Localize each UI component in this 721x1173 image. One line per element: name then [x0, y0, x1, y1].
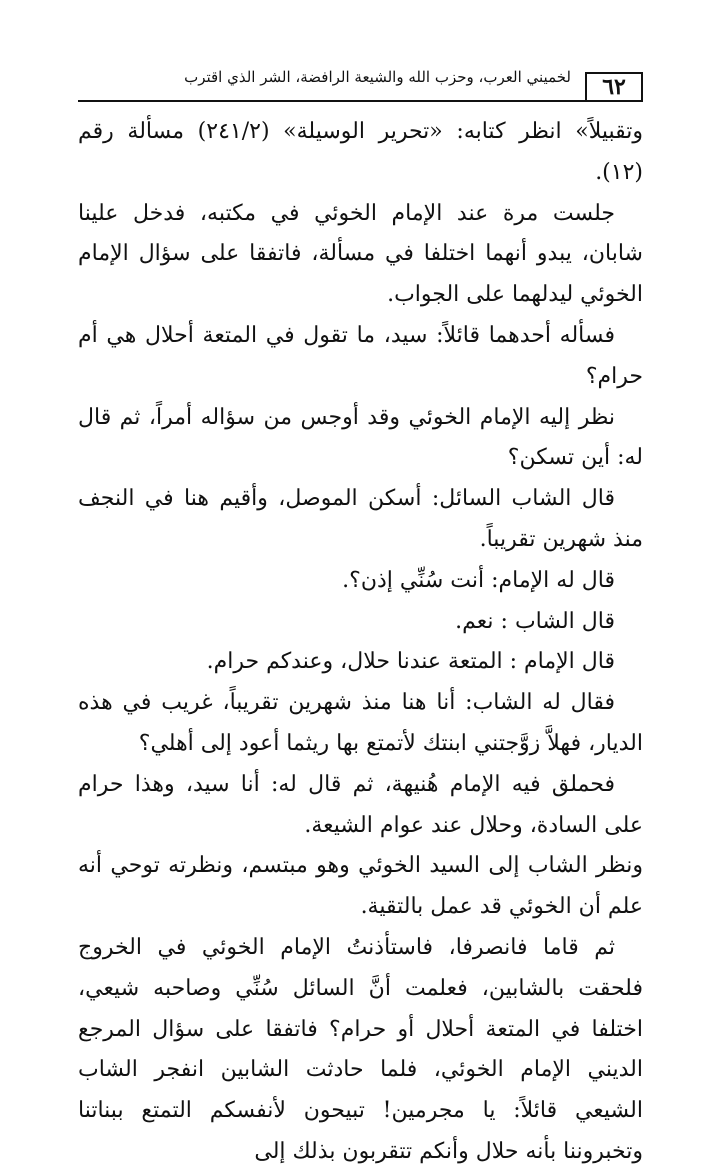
- page-body: [78, 112, 643, 1173]
- paragraph-1: وتقبيلاً» انظر كتابه: «تحرير الوسيلة» (٢٤١/٢) مسألة رقم (١٢).: [78, 119, 643, 185]
- page-header: [78, 60, 643, 104]
- page-number: ٦٢: [602, 74, 626, 100]
- paragraph-11: ونظر الشاب إلى السيد الخوئي وهو مبتسم، ونظرته توحي أنه علم أن الخوئي قد عمل بالتقية.: [78, 853, 643, 920]
- header-rule: [78, 100, 643, 102]
- paragraph-10: فحملق فيه الإمام هُنيهة، ثم قال له: أنا سيد، وهذا حرام على السادة، وحلال عند عوام الشيعة.: [78, 771, 643, 838]
- paragraph-9: فقال له الشاب: أنا هنا منذ شهرين تقريباً، غريب في هذه الديار، فهلاَّ زوَّجتني ابنتك لأتمتع بها ريثما أعود إلى أهلي؟: [78, 690, 643, 756]
- page-number-box: [585, 72, 643, 102]
- paragraph-5: قال الشاب السائل: أسكن الموصل، وأقيم هنا في النجف منذ شهرين تقريباً.: [78, 486, 643, 552]
- paragraph-3: فسأله أحدهما قائلاً: سيد، ما تقول في المتعة أحلال هي أم حرام؟: [78, 322, 643, 389]
- paragraph-4: نظر إليه الإمام الخوئي وقد أوجس من سؤاله أمراً، ثم قال له: أين تسكن؟: [78, 404, 643, 471]
- paragraph-8: قال الإمام : المتعة عندنا حلال، وعندكم حرام.: [206, 649, 615, 675]
- running-title: لخميني العرب، وحزب الله والشيعة الرافضة، الشر الذي اقترب: [184, 68, 571, 86]
- paragraph-12: ثم قاما فانصرفا، فاستأذنتُ الإمام الخوئي في الخروج فلحقت بالشابين، فعلمت أنَّ السائل سُنِّي وصاحبه شيعي، اختلفا في المتعة أحلال أو حرام؟ فاتفقا على سؤال المرجع الديني الإمام الخوئي، فلما حادثت الشابين انفجر الشاب الشيعي قائلاً: يا مجرمين! تبيحون لأنفسكم التمتع ببناتنا وتخبروننا بأنه حلال وأنكم تتقربون بذلك إلى: [78, 934, 643, 1164]
- paragraph-6: قال له الإمام: أنت سُنِّي إذن؟.: [342, 567, 615, 593]
- paragraph-2: جلست مرة عند الإمام الخوئي في مكتبه، فدخل علينا شابان، يبدو أنهما اختلفا في مسألة، فاتفقا على سؤال الإمام الخوئي ليدلهما على الجواب.: [78, 200, 643, 308]
- paragraph-7: قال الشاب : نعم.: [455, 608, 615, 634]
